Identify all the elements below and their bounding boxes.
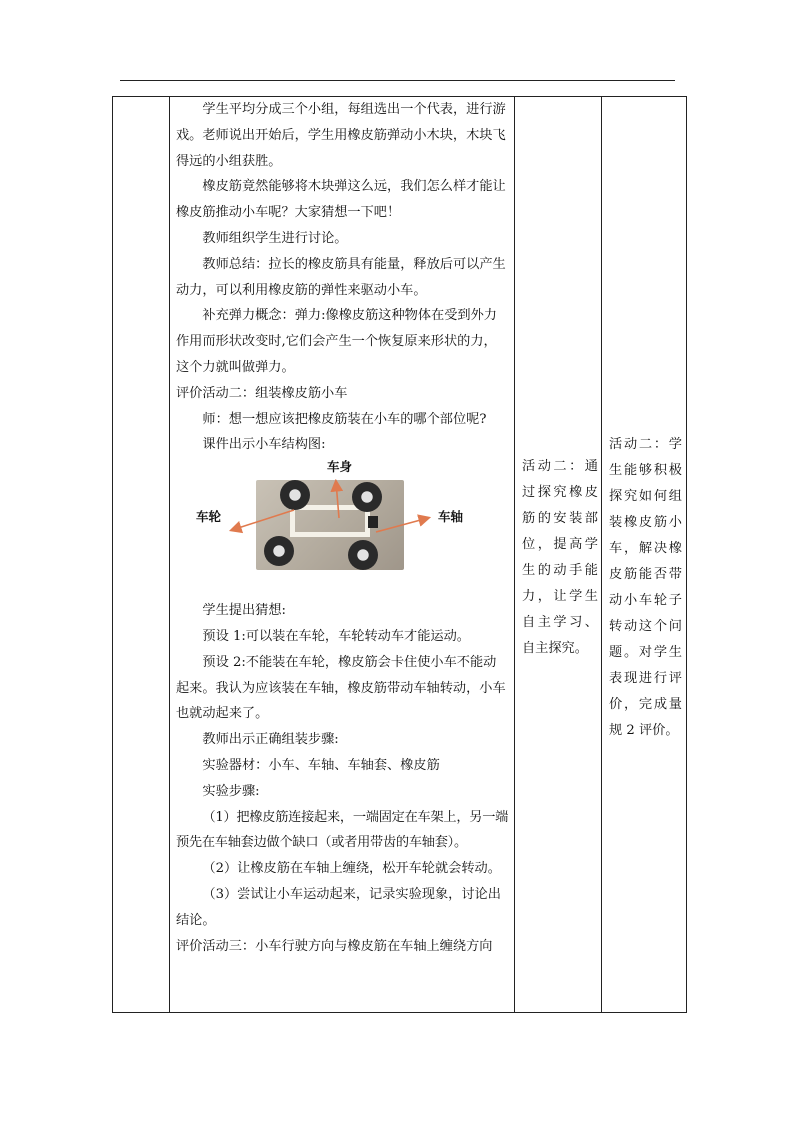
- paragraph-summary: 教师总结：拉长的橡皮筋具有能量，释放后可以产生动力，可以利用橡皮筋的弹性来驱动小车。: [176, 256, 506, 298]
- lesson-table: [112, 96, 687, 1013]
- design-intent-text: 活动二：通过探究橡皮筋的安装部位，提高学生的动手能力，让学生自主学习、自主探究。: [522, 459, 598, 656]
- teacher-steps: 教师出示正确组装步骤:: [202, 732, 339, 748]
- arrow-axle: [376, 518, 428, 532]
- section2-title: 评价活动二：组装橡皮筋小车: [176, 385, 348, 401]
- materials: 实验器材：小车、车轴、车轴套、橡皮筋: [202, 757, 440, 773]
- label-wheel: 车轮: [196, 509, 222, 525]
- step-1: （1）把橡皮筋连接起来，一端固定在车架上，另一端预先在车轴套边做个缺口（或者用带齿的车轴套）。: [176, 809, 509, 851]
- car-structure-figure: [176, 460, 476, 594]
- evaluation-cell: [602, 97, 687, 1013]
- hypothesis-2: 预设 2:不能装在车轮，橡皮筋会卡住使小车不能动起来。我认为应该装在车轴，橡皮筋带动车轴转动，小车也就动起来了。: [176, 654, 506, 722]
- hypothesis-1: 预设 1:可以装在车轮，车轮转动车才能运动。: [202, 628, 470, 644]
- arrow-body: [336, 482, 339, 518]
- arrow-wheel: [232, 510, 294, 530]
- guess-intro: 学生提出猜想:: [202, 603, 286, 619]
- courseware-text: 课件出示小车结构图:: [202, 437, 326, 453]
- paragraph-question: 橡皮筋竟然能够将木块弹这么远，我们怎么样才能让橡皮筋推动小车呢？大家猜想一下吧！: [176, 179, 506, 221]
- activity-cell: [170, 97, 515, 1013]
- paragraph-elasticity: 补充弹力概念：弹力:像橡皮筋这种物体在受到外力作用而形状改变时,它们会产生一个恢复原来形状的力，这个力就叫做弹力。: [176, 308, 497, 375]
- step-2: （2）让橡皮筋在车轴上缠绕，松开车轮就会转动。: [202, 861, 501, 877]
- stage-cell: [113, 97, 170, 1013]
- step-3: （3）尝试让小车运动起来，记录实验现象，讨论出结论。: [176, 886, 501, 928]
- label-car-body: 车身: [327, 459, 353, 475]
- teacher-question: 师：想一想应该把橡皮筋装在小车的哪个部位呢?: [202, 411, 487, 427]
- design-intent-cell: [515, 97, 602, 1013]
- evaluation-text: 活动二：学生能够积极探究如何组装橡皮筋小车，解决橡皮筋能否带动小车轮子转动这个问题。对学生表现进行评价，完成量规 2 评价。: [609, 437, 682, 738]
- section3-title: 评价活动三：小车行驶方向与橡皮筋在车轴上缠绕方向: [176, 938, 493, 954]
- figure-arrows: [176, 460, 476, 594]
- steps-title: 实验步骤:: [202, 783, 260, 799]
- paragraph-discussion: 教师组织学生进行讨论。: [202, 230, 348, 246]
- label-axle: 车轴: [438, 509, 464, 525]
- table-row: [113, 97, 687, 1013]
- paragraph-game: 学生平均分成三个小组，每组选出一个代表，进行游戏。老师说出开始后，学生用橡皮筋弹动小木块，木块飞得远的小组获胜。: [176, 102, 506, 169]
- header-rule: [120, 80, 675, 81]
